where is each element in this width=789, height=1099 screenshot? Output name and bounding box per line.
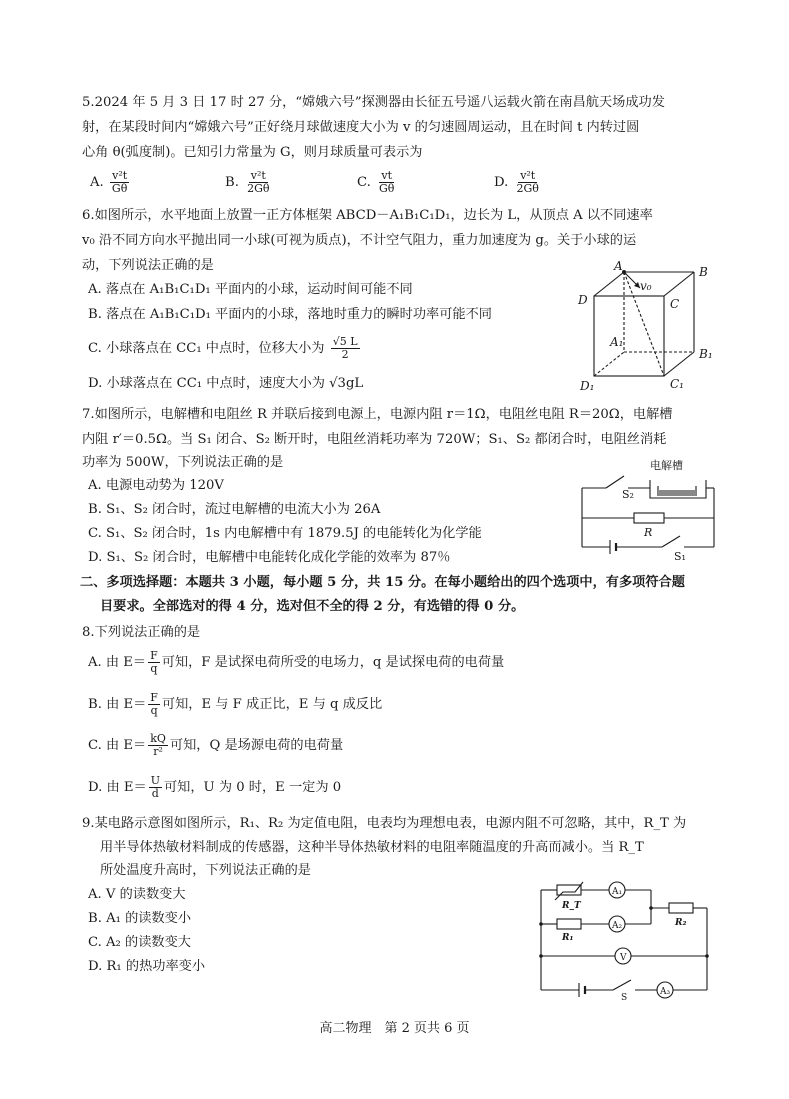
label-s2: S₂ xyxy=(622,488,634,501)
label-s: S xyxy=(621,993,628,1000)
meter-v: V xyxy=(620,953,627,963)
q7-line2: 内阻 r′＝0.5Ω。当 S₁ 闭合、S₂ 断开时，电阻丝消耗功率为 720W；S₁、S₂ 都闭合时，电阻丝消耗 xyxy=(82,432,667,447)
q7-option-c: C. S₁、S₂ 闭合时，1s 内电解槽中有 1879.5J 的电能转化为化学能 xyxy=(88,526,482,541)
q6-line2: v₀ 沿不同方向水平抛出同一小球(可视为质点)，不计空气阻力，重力加速度为 g。关于小球的运 xyxy=(82,233,637,248)
q8-option-c: C. 由 E＝ $\frac{kQ}{\text{r²}}$ 可知，Q 是场源电荷的电荷量 xyxy=(88,732,344,758)
meter-a3: A₃ xyxy=(660,987,671,997)
label-tank: 电解槽 xyxy=(650,459,683,472)
q7-option-d: D. S₁、S₂ 闭合时，电解槽中电能转化成化学能的效率为 87％ xyxy=(88,550,451,565)
q5-line2: 射，在某段时间内“嫦娥六号”正好绕月球做速度大小为 v 的匀速圆周运动，且在时间 t 内转过圆 xyxy=(82,120,640,135)
page-footer: 高二物理 第 2 页共 6 页 xyxy=(319,1021,470,1036)
meter-a2: A₂ xyxy=(612,921,623,931)
q8-option-b: B. 由 E＝ $\frac{F}{q}$ 可知，E 与 F 成正比，E 与 q 成反比 xyxy=(88,691,383,717)
q6-line3: 动，下列说法正确的是 xyxy=(82,258,214,273)
q9-option-d: D. R₁ 的热功率变小 xyxy=(88,959,206,974)
cube-label-d1: D₁ xyxy=(580,379,595,393)
cube-label-a: A xyxy=(614,260,623,273)
thermistor-circuit-figure xyxy=(535,870,715,1000)
q9-line1: 9.某电路示意图如图所示，R₁、R₂ 为定值电阻，电表均为理想电表，电源内阻不可忽略，其中，R_T 为 xyxy=(82,816,687,831)
section2-line2: 目要求。全部选对的得 4 分，选对但不全的得 2 分，有选错的得 0 分。 xyxy=(100,599,525,614)
q7-option-a: A. 电源电动势为 120V xyxy=(88,478,224,493)
q9-option-a: A. V 的读数变大 xyxy=(88,887,186,902)
q6-option-b: B. 落点在 A₁B₁C₁D₁ 平面内的小球，落地时重力的瞬时功率可能不同 xyxy=(88,307,492,322)
q7-option-b: B. S₁、S₂ 闭合时，流过电解槽的电流大小为 26A xyxy=(88,502,381,517)
q9-option-b: B. A₁ 的读数变小 xyxy=(88,911,192,926)
q5-option-a: A. $\frac{\text{v²t}}{G\theta}$ xyxy=(90,169,128,195)
cube-label-a1: A₁ xyxy=(610,335,624,349)
label-r2: R₂ xyxy=(675,918,687,928)
q7-line3: 功率为 500W，下列说法正确的是 xyxy=(82,455,284,470)
cube-figure xyxy=(572,260,722,395)
q9-line3: 所处温度升高时，下列说法正确的是 xyxy=(100,863,311,878)
cube-label-d: D xyxy=(578,293,588,307)
label-r1: R₁ xyxy=(562,933,574,943)
q5-option-b: B. $\frac{\text{v²t}}{2G\theta}$ xyxy=(225,169,270,195)
q8-stem: 8.下列说法正确的是 xyxy=(82,625,201,640)
q9-line2: 用半导体热敏材料制成的传感器，这种半导体热敏材料的电阻率随温度的升高而减小。当 R_T xyxy=(100,840,644,855)
cube-label-b1: B₁ xyxy=(699,347,713,361)
label-s1: S₁ xyxy=(674,550,686,563)
meter-a1: A₁ xyxy=(612,887,623,897)
label-r: R xyxy=(644,526,653,539)
electrolysis-circuit-figure xyxy=(576,456,724,566)
cube-label-c: C xyxy=(670,297,680,311)
q6-option-c: C. 小球落点在 CC₁ 中点时，位移大小为 $\frac{√5 L}{2}$ xyxy=(88,335,358,361)
label-rt: R_T xyxy=(562,901,581,911)
cube-label-c1: C₁ xyxy=(670,377,684,391)
q6-option-d: D. 小球落点在 CC₁ 中点时，速度大小为 √3gL xyxy=(88,376,364,391)
section2-line1: 二、多项选择题：本题共 3 小题，每小题 5 分，共 15 分。在每小题给出的四个选项中，有多项符合题 xyxy=(80,575,685,590)
q5-option-c: C. $\frac{vt}{G\theta}$ xyxy=(357,169,395,195)
q6-line1: 6.如图所示，水平地面上放置一正方体框架 ABCD－A₁B₁C₁D₁，边长为 L，从顶点 A 以不同速率 xyxy=(82,208,653,223)
cube-label-b: B xyxy=(699,265,708,279)
q6-option-a: A. 落点在 A₁B₁C₁D₁ 平面内的小球，运动时间可能不同 xyxy=(88,282,413,297)
q5-option-d: D. $\frac{\text{v²t}}{2G\theta}$ xyxy=(494,169,539,195)
q9-option-c: C. A₂ 的读数变大 xyxy=(88,935,191,950)
q5-line1: 5.2024 年 5 月 3 日 17 时 27 分，“嫦娥六号”探测器由长征五号遥八运载火箭在南昌航天场成功发 xyxy=(82,95,665,110)
q7-line1: 7.如图所示，电解槽和电阻丝 R 并联后接到电源上，电源内阻 r＝1Ω，电阻丝电阻 R＝20Ω，电解槽 xyxy=(82,407,673,422)
q8-option-a: A. 由 E＝ $\frac{F}{q}$ 可知，F 是试探电荷所受的电场力，q 是试探电荷的电荷量 xyxy=(88,649,505,675)
q5-line3: 心角 θ(弧度制)。已知引力常量为 G，则月球质量可表示为 xyxy=(82,145,423,160)
cube-label-v0: v₀ xyxy=(640,279,652,293)
q8-option-d: D. 由 E＝ $\frac{U}{d}$ 可知，U 为 0 时，E 一定为 0 xyxy=(88,774,342,800)
